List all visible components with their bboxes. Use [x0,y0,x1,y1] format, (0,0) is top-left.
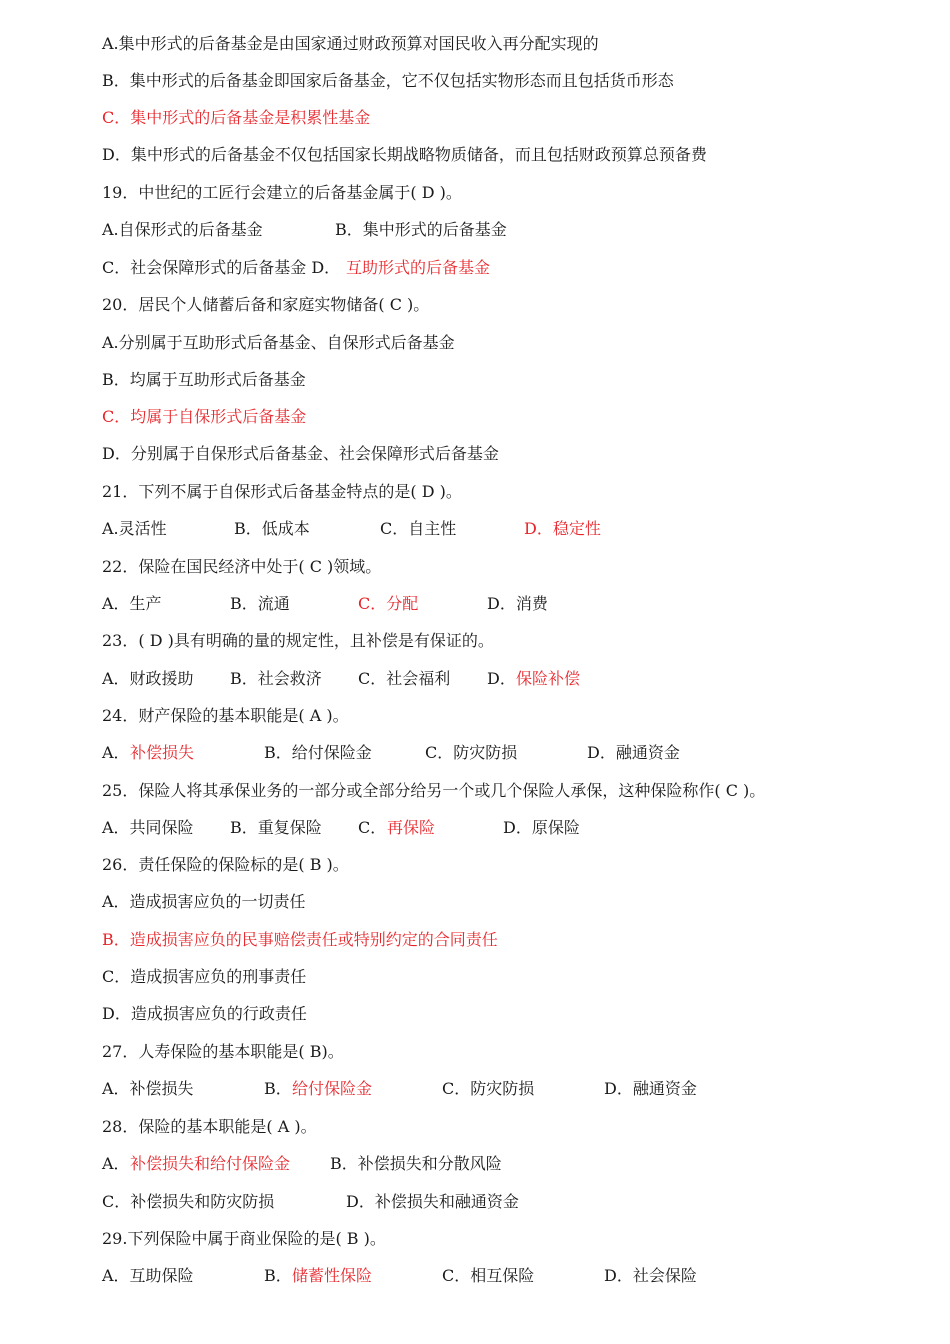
answer-text: 给付保险金 [292,1079,373,1098]
answer-text: 再保险 [387,818,436,837]
line-text: A．生产 [102,594,162,613]
line-text: B． [264,1266,292,1285]
line-text: 23．( D )具有明确的量的规定性，且补偿是有保证的。 [102,631,494,650]
line-text: 21．下列不属于自保形式后备基金特点的是( D )。 [102,482,462,501]
line-text: B．补偿损失和分散风险 [330,1154,502,1173]
line-text: A． [102,1154,130,1173]
line-text: 26．责任保险的保险标的是( B )。 [102,855,349,874]
line-text: 22．保险在国民经济中处于( C )领域。 [102,557,382,576]
line-text: 29.下列保险中属于商业保险的是( B )。 [102,1229,386,1248]
line-text: B．流通 [230,594,290,613]
line-text: A．财政援助 [102,669,194,688]
line-text: A.集中形式的后备基金是由国家通过财政预算对国民收入再分配实现的 [102,34,599,53]
answer-text: C．均属于自保形式后备基金 [102,407,307,426]
line-text: C．自主性 [380,519,457,538]
answer-text: C．分配 [358,594,419,613]
line-text: C．补偿损失和防灾防损 [102,1192,275,1211]
line-text: B．给付保险金 [264,743,372,762]
line-text: C． [358,818,387,837]
line-text: D．原保险 [503,818,580,837]
line-text: D．造成损害应负的行政责任 [102,1004,307,1023]
line-text: A.自保形式的后备基金 [102,220,263,239]
line-text: B．集中形式的后备基金 [335,220,507,239]
line-text: 24．财产保险的基本职能是( A )。 [102,706,349,725]
line-text: A．共同保险 [102,818,194,837]
line-text: 27．人寿保险的基本职能是( B)。 [102,1042,344,1061]
line-text: D．补偿损失和融通资金 [346,1192,519,1211]
line-text: C．社会保障形式的后备基金 D． [102,258,341,277]
line-text: D．消费 [487,594,548,613]
answer-text: C．集中形式的后备基金是积累性基金 [102,108,371,127]
line-text: C．造成损害应负的刑事责任 [102,967,307,986]
line-text: B．均属于互助形式后备基金 [102,370,306,389]
answer-text: 补偿损失 [130,743,195,762]
line-text: D．分别属于自保形式后备基金、社会保障形式后备基金 [102,444,499,463]
line-text: C．防灾防损 [442,1079,535,1098]
line-text: C．防灾防损 [425,743,518,762]
line-text: 20．居民个人储蓄后备和家庭实物储备( C )。 [102,295,430,314]
line-text: B．集中形式的后备基金即国家后备基金，它不仅包括实物形态而且包括货币形态 [102,71,674,90]
line-text: A．造成损害应负的一切责任 [102,892,306,911]
line-text: B．低成本 [234,519,310,538]
answer-text: 储蓄性保险 [292,1266,373,1285]
line-text: A.分别属于互助形式后备基金、自保形式后备基金 [102,333,455,352]
line-text: D． [487,669,516,688]
line-text: B． [264,1079,292,1098]
answer-text: 保险补偿 [516,669,581,688]
line-text: B．重复保险 [230,818,322,837]
answer-text: 补偿损失和给付保险金 [130,1154,291,1173]
line-text: B．社会救济 [230,669,322,688]
line-text: D．融通资金 [587,743,680,762]
line-text: A.灵活性 [102,519,167,538]
line-text: D．社会保险 [604,1266,697,1285]
line-text: A．补偿损失 [102,1079,194,1098]
line-text: C．社会福利 [358,669,451,688]
line-text: 19．中世纪的工匠行会建立的后备基金属于( D )。 [102,183,462,202]
line-text: D．融通资金 [604,1079,697,1098]
line-text: 25．保险人将其承保业务的一部分或全部分给另一个或几个保险人承保，这种保险称作( C )。 [102,781,766,800]
answer-text: D．稳定性 [524,519,601,538]
line-text: 28．保险的基本职能是( A )。 [102,1117,317,1136]
line-text: A．互助保险 [102,1266,194,1285]
line-text: A． [102,743,130,762]
line-text: C．相互保险 [442,1266,535,1285]
answer-text: B．造成损害应负的民事赔偿责任或特别约定的合同责任 [102,930,498,949]
answer-text: 互助形式的后备基金 [346,258,491,277]
line-text: D．集中形式的后备基金不仅包括国家长期战略物质储备，而且包括财政预算总预备费 [102,145,707,164]
